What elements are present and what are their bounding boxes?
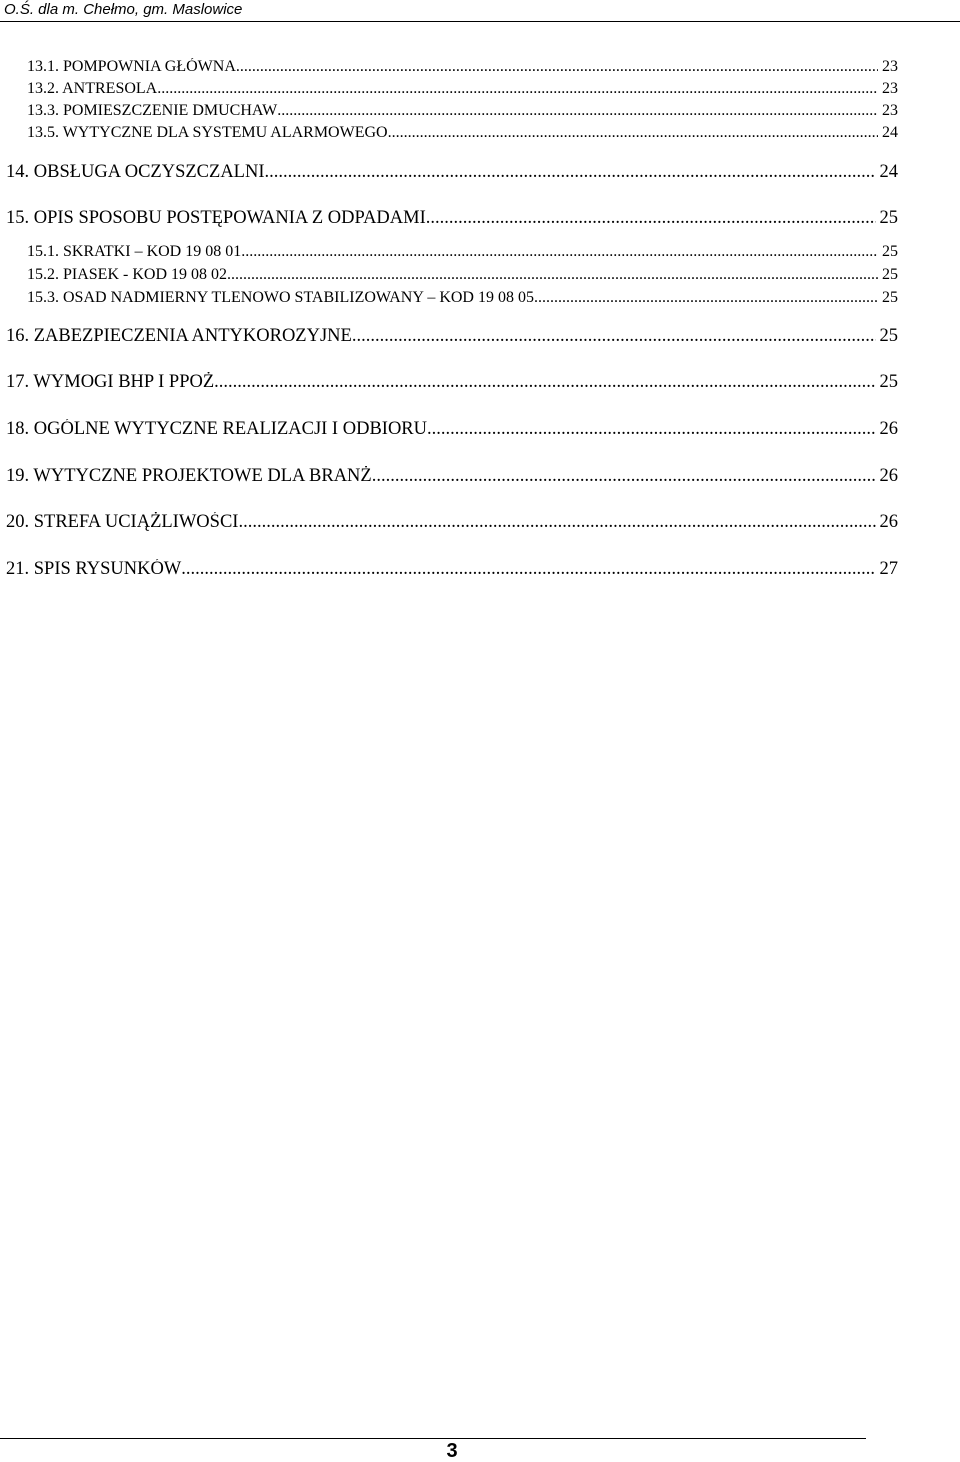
toc-entry[interactable] [27,289,898,307]
dot-leader [227,266,878,284]
toc-entry-label: 20. STREFA UCIĄŻLIWOŚCI [6,512,239,532]
document-header: O.Ś. dla m. Chełmo, gm. Maslowice [4,1,243,18]
toc-entry[interactable] [6,208,898,229]
page-number: 3 [446,1440,458,1462]
toc-entry-label: 13.2. ANTRESOLA [27,80,158,97]
toc-entry[interactable] [27,80,898,98]
toc-entry[interactable] [27,243,898,261]
toc-entry-page: 25 [882,243,898,260]
toc-entry-label: 19. WYTYCZNE PROJEKTOWE DLA BRANŻ [6,466,372,486]
toc-entry-label: 14. OBSŁUGA OCZYSZCZALNI [6,162,265,182]
dot-leader [265,162,876,183]
toc-entry-page: 26 [879,512,898,532]
dot-leader [236,58,878,76]
toc-entry-page: 23 [882,102,898,119]
footer-divider [0,1438,866,1439]
dot-leader [238,512,875,533]
toc-entry-page: 25 [882,289,898,306]
toc-entry-page: 23 [882,58,898,75]
dot-leader [388,124,878,142]
header-divider [0,21,960,22]
dot-leader [372,466,876,487]
toc-entry[interactable] [27,124,898,142]
toc-entry-page: 25 [879,326,898,346]
toc-entry-label: 15.1. SKRATKI – KOD 19 08 01 [27,243,242,260]
dot-leader [157,80,878,98]
dot-leader [181,559,875,580]
toc-entry-label: 15.2. PIASEK - KOD 19 08 02 [27,266,227,283]
dot-leader [534,289,878,307]
toc-entry-page: 25 [879,372,898,392]
toc-entry-label: 17. WYMOGI BHP I PPOŻ [6,372,215,392]
toc-entry-label: 13.3. POMIESZCZENIE DMUCHAW [27,102,278,119]
toc-entry-label: 16. ZABEZPIECZENIA ANTYKOROZYJNE [6,326,352,346]
toc-entry-page: 23 [882,80,898,97]
toc-entry-label: 13.5. WYTYCZNE DLA SYSTEMU ALARMOWEGO [27,124,388,141]
toc-entry[interactable] [6,512,898,533]
toc-entry-label: 15.3. OSAD NADMIERNY TLENOWO STABILIZOWANY – KOD 19 08 05 [27,289,534,306]
toc-entry-page: 24 [882,124,898,141]
toc-entry-page: 27 [879,559,898,579]
toc-entry-page: 25 [882,266,898,283]
toc-entry-page: 25 [879,208,898,228]
dot-leader [426,208,876,229]
toc-entry[interactable] [6,162,898,183]
toc-entry[interactable] [6,419,898,440]
toc-entry[interactable] [27,266,898,284]
toc-entry-label: 15. OPIS SPOSOBU POSTĘPOWANIA Z ODPADAMI [6,208,426,228]
toc-entry[interactable] [27,102,898,120]
toc-entry-page: 24 [879,162,898,182]
toc-entry-page: 26 [879,419,898,439]
dot-leader [214,372,875,393]
toc-entry-label: 18. OGÓLNE WYTYCZNE REALIZACJI I ODBIORU [6,419,428,439]
toc-entry[interactable] [6,559,898,580]
dot-leader [352,326,876,347]
toc-entry[interactable] [6,466,898,487]
toc-entry[interactable] [6,326,898,347]
toc-entry-page: 26 [879,466,898,486]
dot-leader [277,102,878,120]
dot-leader [427,419,875,440]
toc-entry[interactable] [6,372,898,393]
dot-leader [241,243,878,261]
toc-entry-label: 21. SPIS RYSUNKÓW [6,559,182,579]
toc-entry-label: 13.1. POMPOWNIA GŁÓWNA [27,58,236,75]
toc-entry[interactable] [27,58,898,76]
